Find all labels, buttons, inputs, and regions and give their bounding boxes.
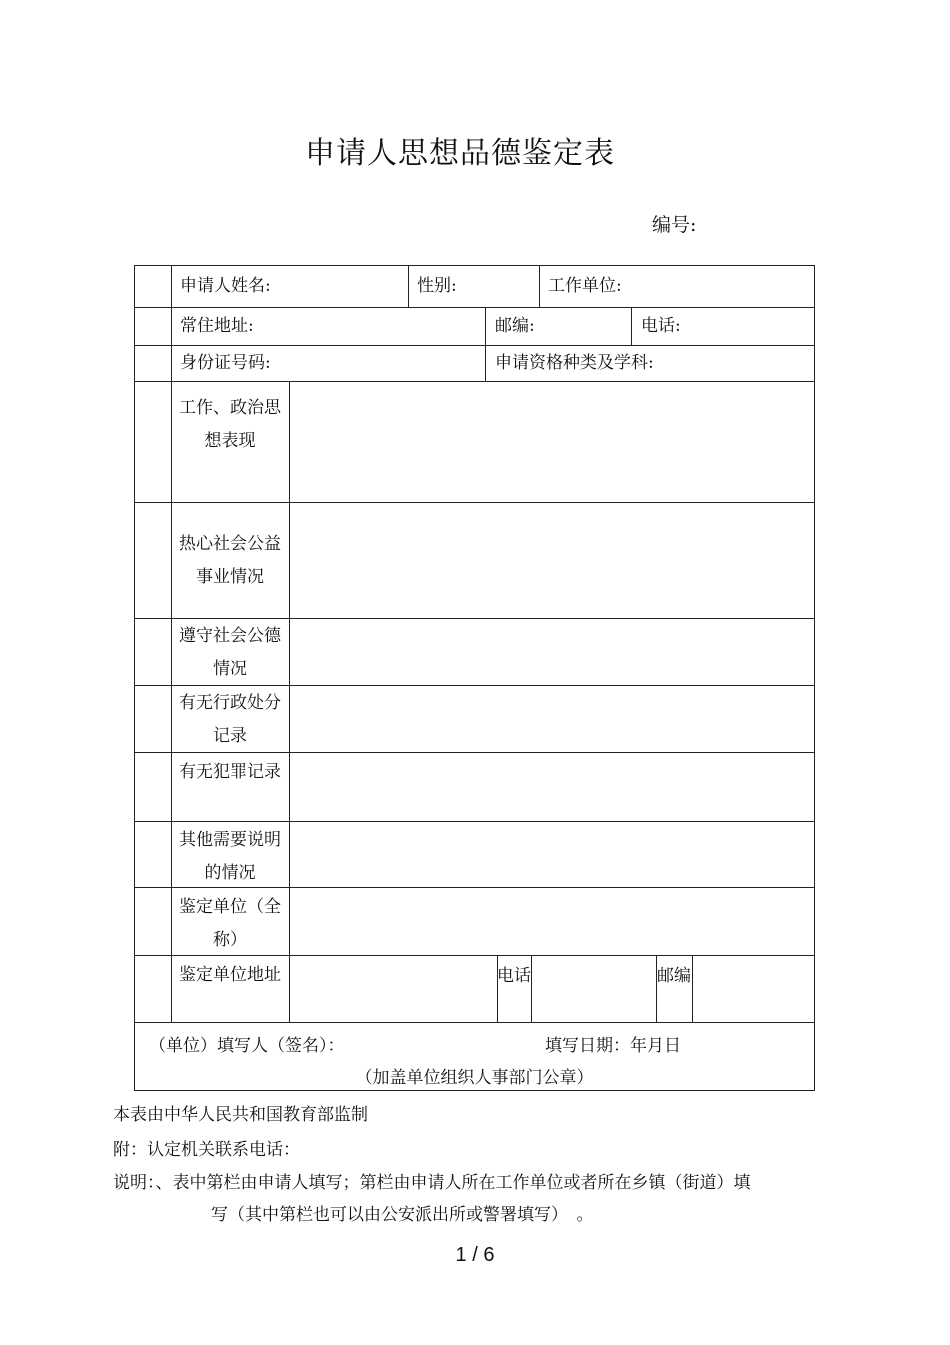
explanation-line-2: 写（其中第栏也可以由公安派出所或警署填写） 。 — [211, 1205, 594, 1225]
column-divider — [631, 307, 632, 345]
unit-phone-label: 电话 — [497, 966, 531, 986]
filler-signature-label: （单位）填写人（签名）： — [149, 1036, 345, 1056]
page-number: 1 / 6 — [455, 1244, 495, 1266]
row-divider — [135, 1022, 814, 1023]
section-label-appraising-unit: 鉴定单位（全称） — [179, 897, 281, 950]
section-label-public-welfare: 热心社会公益事业情况 — [179, 534, 281, 587]
fill-date-label: 填写日期：年月日 — [545, 1036, 681, 1056]
phone-label: 电话: — [641, 316, 681, 336]
section-label-criminal-record: 有无犯罪记录 — [179, 762, 281, 782]
work-unit-label: 工作单位: — [548, 276, 622, 296]
row-divider — [135, 502, 814, 503]
column-divider — [531, 955, 532, 1022]
row-divider — [135, 821, 814, 822]
section-label-unit-address: 鉴定单位地址 — [179, 965, 281, 985]
serial-number-label: 编号: — [652, 214, 697, 236]
applicant-name-label: 申请人姓名: — [180, 276, 271, 296]
column-divider — [289, 381, 290, 1022]
appraisal-form-table — [134, 265, 815, 1091]
column-divider — [408, 266, 409, 307]
postcode-label: 邮编: — [495, 316, 535, 336]
row-divider — [135, 618, 814, 619]
contact-phone-note: 附：认定机关联系电话： — [113, 1140, 300, 1160]
unit-postcode-label: 邮编 — [657, 966, 691, 986]
column-divider — [692, 955, 693, 1022]
qualification-label: 申请资格种类及学科: — [495, 353, 654, 373]
row-divider — [135, 381, 814, 382]
supervision-note: 本表由中华人民共和国教育部监制 — [113, 1105, 368, 1125]
address-label: 常住地址: — [180, 316, 254, 336]
column-divider — [539, 266, 540, 307]
seal-note: （加盖单位组织人事部门公章） — [355, 1068, 594, 1088]
section-label-social-ethics: 遵守社会公德情况 — [179, 626, 281, 679]
section-label-other-notes: 其他需要说明的情况 — [179, 830, 281, 883]
column-divider — [485, 307, 486, 381]
section-label-administrative-record: 有无行政处分记录 — [179, 693, 281, 746]
gender-label: 性别: — [417, 276, 457, 296]
row-divider — [135, 345, 814, 346]
explanation-line-1: 说明：、表中第栏由申请人填写；第栏由申请人所在工作单位或者所在乡镇（街道）填 — [113, 1173, 751, 1193]
id-number-label: 身份证号码: — [180, 353, 271, 373]
section-label-political-performance: 工作、政治思想表现 — [179, 398, 281, 451]
row-divider — [135, 307, 814, 308]
page-title: 申请人思想品德鉴定表 — [305, 136, 615, 171]
